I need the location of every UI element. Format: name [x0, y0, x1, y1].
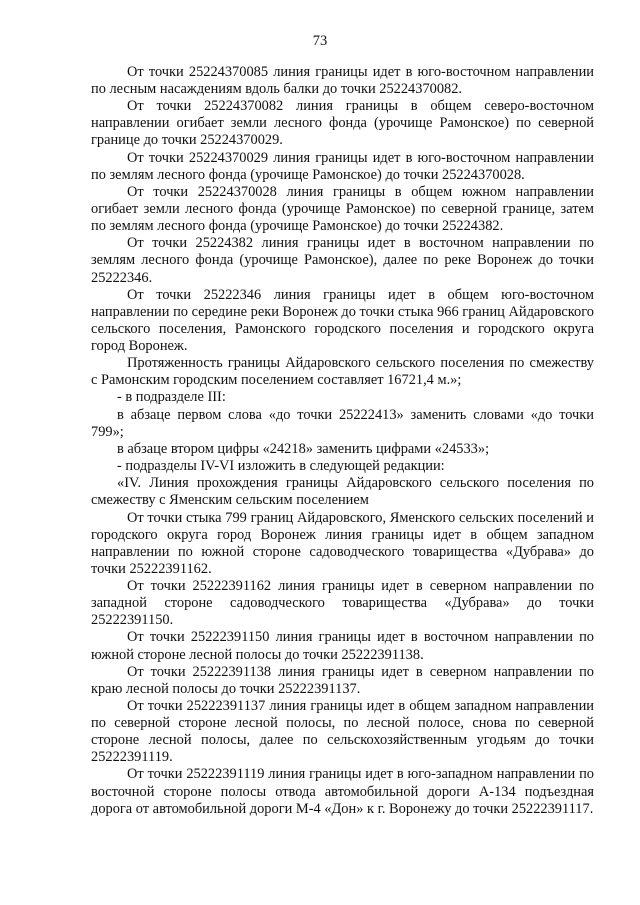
page-number: 73	[312, 33, 328, 49]
paragraph: От точки 25224370082 линия границы в общем северо-восточном направлении огибает земли лесного фонда (урочище Рамонское) по северной границе до точки 25224370029.	[91, 98, 594, 149]
paragraph: От точки 25222391150 линия границы идет в восточном направлении по южной стороне лесной полосы до точки 25222391138.	[91, 629, 594, 663]
paragraph: От точки 25222346 линия границы идет в общем юго-восточном направлении по середине реки Воронеж до точки стыка 966 границ Айдаровского сельского поселения, Рамонского городского поселения и городского округа город Воронеж.	[91, 286, 594, 354]
paragraph: От точки 25224382 линия границы идет в восточном направлении по землям лесного фонда (урочище Рамонское), далее по реке Воронеж до точки 25222346.	[91, 235, 594, 286]
paragraph: От точки 25224370085 линия границы идет в юго-восточном направлении по лесным насаждениям вдоль балки до точки 25224370082.	[91, 64, 594, 98]
paragraph: От точки 25222391119 линия границы идет в юго-западном направлении по восточной стороне полосы отвода автомобильной дороги А-134 подъездная дорога от автомобильной дороги М-4 «Дон» к г. Воронежу до точки 25222391117.	[91, 766, 594, 817]
document-body	[91, 64, 594, 818]
paragraph: От точки 25224370028 линия границы в общем южном направлении огибает земли лесного фонда (урочище Рамонское) по северной границе, затем по землям лесного фонда (урочище Рамонское) до точки 25224382.	[91, 183, 594, 235]
list-item: в абзаце первом слова «до точки 25222413» заменить словами «до точки 799»;	[91, 406, 594, 440]
paragraph: От точки 25222391138 линия границы идет в северном направлении по краю лесной полосы до точки 25222391137.	[91, 663, 594, 697]
paragraph: Протяженность границы Айдаровского сельского поселения по смежеству с Рамонским городским поселением составляет 16721,4 м.»;	[91, 355, 594, 389]
paragraph: От точки 25224370029 линия границы идет в юго-восточном направлении по землям лесного фонда (урочище Рамонское) до точки 25224370028.	[91, 149, 594, 183]
paragraph: От точки 25222391162 линия границы идет в северном направлении по западной стороне садоводческого товарищества «Дубрава» до точки 25222391150.	[91, 578, 594, 629]
paragraph: От точки стыка 799 границ Айдаровского, Яменского сельских поселений и городского округа город Воронеж линия границы идет в общем западном направлении по южной стороне садоводческого товарищества «Дубрава» до точки 25222391162.	[91, 509, 594, 577]
section-heading: «IV. Линия прохождения границы Айдаровского сельского поселения по смежеству с Яменским сельским поселением	[91, 475, 594, 509]
paragraph: От точки 25222391137 линия границы идет в общем западном направлении по северной стороне лесной полосы, по лесной полосе, снова по северной стороне лесной полосы, далее по сельскохозяйственным угодьям до точки 25222391119.	[91, 697, 594, 766]
list-item: - подразделы IV-VI изложить в следующей редакции:	[117, 458, 445, 475]
list-item: - в подразделе III:	[117, 389, 226, 406]
list-item: в абзаце втором цифры «24218» заменить цифрами «24533»;	[117, 440, 490, 457]
